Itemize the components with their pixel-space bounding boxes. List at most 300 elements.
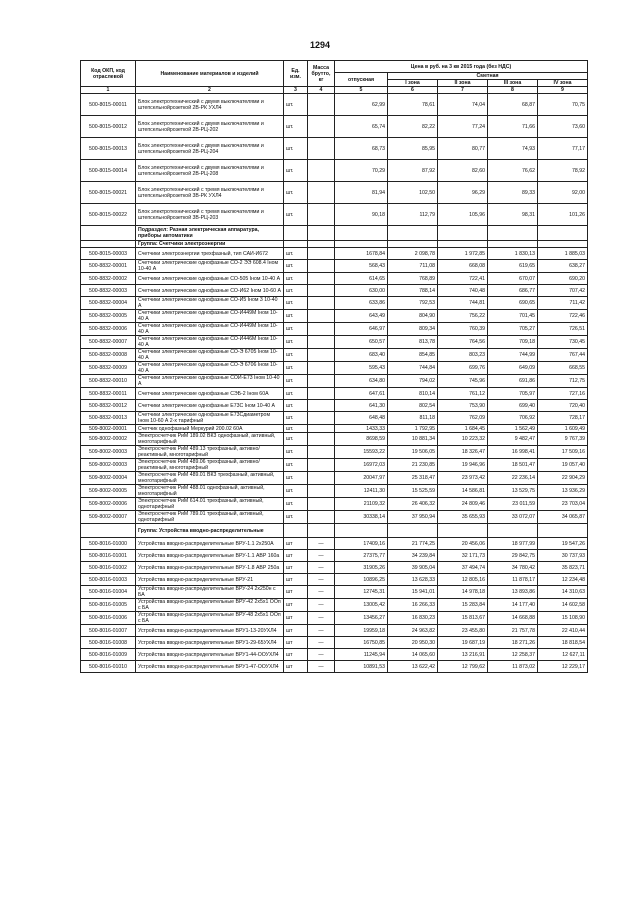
table-row: [81, 574, 588, 586]
item-unit: шт.: [284, 297, 308, 310]
item-name: Устройства вводно-распределительные ВРУ-1.1 АВР 160а: [136, 550, 284, 562]
item-mass: [308, 285, 335, 297]
price-zone-4: 23 703,04: [538, 498, 588, 511]
price-zone-4: 730,45: [538, 336, 588, 349]
item-name: Счетчики электрические однофазные СО-И446М Iном 10-40 А: [136, 336, 284, 349]
price-release: 12411,30: [335, 485, 388, 498]
table-row: [81, 138, 588, 160]
price-zone-3: 16 998,41: [488, 446, 538, 459]
item-mass: —: [308, 574, 335, 586]
price-zone-4: 1 609,49: [538, 425, 588, 433]
price-release: 70,29: [335, 160, 388, 182]
item-name: Счетчики электрические однофазные СО-И5 Iном 3 10-40 А: [136, 297, 284, 310]
price-release: 8698,59: [335, 433, 388, 446]
item-unit: шт.: [284, 511, 308, 524]
price-zone-1: 813,78: [388, 336, 438, 349]
price-zone-1: 24 963,82: [388, 625, 438, 637]
item-code: 500-8015-00013: [81, 138, 136, 160]
item-code: 500-8016-01002: [81, 562, 136, 574]
item-code: 500-8016-01010: [81, 661, 136, 673]
empty-cell: [488, 241, 538, 248]
price-zone-1: 16 266,33: [388, 599, 438, 612]
price-zone-2: 18 326,47: [438, 446, 488, 459]
item-name: Счетчики электрические однофазные СО-505 Iном 10-40 А: [136, 273, 284, 285]
item-code: 509-8002-00006: [81, 498, 136, 511]
header-zone-4: IV зона: [538, 80, 588, 87]
item-name: Счетчики электрические однофазные СОИ-Е73 Iном 10-40 А: [136, 375, 284, 388]
price-release: 648,48: [335, 412, 388, 425]
item-unit: шт.: [284, 498, 308, 511]
col-number: 6: [388, 87, 438, 94]
item-mass: [308, 511, 335, 524]
item-mass: [308, 485, 335, 498]
price-zone-1: 1 792,95: [388, 425, 438, 433]
item-name: Электросчетчик РиМ 789.01 трехфазный, активный, однотарифный: [136, 511, 284, 524]
table-row: [81, 400, 588, 412]
price-zone-3: 686,77: [488, 285, 538, 297]
empty-cell: [538, 241, 588, 248]
item-mass: [308, 433, 335, 446]
item-mass: [308, 425, 335, 433]
price-zone-4: 12 234,48: [538, 574, 588, 586]
item-code: 500-8015-00021: [81, 182, 136, 204]
item-mass: [308, 336, 335, 349]
price-zone-1: 13 628,33: [388, 574, 438, 586]
item-code: 500-8016-01001: [81, 550, 136, 562]
item-unit: шт.: [284, 375, 308, 388]
item-code: 500-8016-01003: [81, 574, 136, 586]
price-release: 1433,33: [335, 425, 388, 433]
price-zone-2: 12 805,16: [438, 574, 488, 586]
item-unit: шт.: [284, 248, 308, 260]
item-code: 500-8832-00012: [81, 400, 136, 412]
header-name: Наименование материалов и изделий: [136, 61, 284, 87]
item-unit: шт: [284, 562, 308, 574]
price-zone-4: 22 904,29: [538, 472, 588, 485]
price-release: 614,65: [335, 273, 388, 285]
item-mass: [308, 116, 335, 138]
table-row: [81, 116, 588, 138]
item-mass: —: [308, 649, 335, 661]
price-zone-2: 74,04: [438, 94, 488, 116]
price-release: 90,18: [335, 204, 388, 226]
price-zone-2: 12 799,62: [438, 661, 488, 673]
item-unit: шт.: [284, 94, 308, 116]
item-name: Блок электротехнический с тремя выключателями и штепсельнойрозеткой 3В-РЦ-203: [136, 204, 284, 226]
price-zone-2: 77,24: [438, 116, 488, 138]
price-zone-4: 9 767,39: [538, 433, 588, 446]
item-name: Устройства вводно-распределительные ВРУ1-47-ООУХЛ4: [136, 661, 284, 673]
price-zone-1: 87,92: [388, 160, 438, 182]
header-release: отпускная: [335, 73, 388, 87]
item-mass: —: [308, 538, 335, 550]
item-mass: [308, 349, 335, 362]
col-number: 4: [308, 87, 335, 94]
item-name: Устройства вводно-распределительные ВРУ-1.1 2х250А: [136, 538, 284, 550]
price-zone-3: 9 482,47: [488, 433, 538, 446]
price-zone-1: 21 774,25: [388, 538, 438, 550]
price-zone-1: 82,22: [388, 116, 438, 138]
item-mass: [308, 498, 335, 511]
item-name: Блок электротехнический с двумя выключателями и штепсельнойрозеткой 2В-РК УХЛ4: [136, 94, 284, 116]
price-zone-2: 20 456,06: [438, 538, 488, 550]
item-unit: шт.: [284, 160, 308, 182]
item-mass: —: [308, 661, 335, 673]
price-zone-4: 101,26: [538, 204, 588, 226]
empty-cell: [388, 524, 438, 538]
item-unit: шт.: [284, 323, 308, 336]
item-name: Электросчетчик РиМ 489.01 ВК3 трехфазный, активный, многотарифный: [136, 472, 284, 485]
price-release: 595,43: [335, 362, 388, 375]
empty-cell: [438, 241, 488, 248]
price-release: 15593,22: [335, 446, 388, 459]
item-unit: шт: [284, 550, 308, 562]
price-release: 647,61: [335, 388, 388, 400]
price-zone-4: 92,00: [538, 182, 588, 204]
price-zone-4: 35 823,71: [538, 562, 588, 574]
item-name: Устройства вводно-распределительные ВРУ-1.8 АВР 250а: [136, 562, 284, 574]
price-zone-1: 112,79: [388, 204, 438, 226]
price-zone-1: 788,14: [388, 285, 438, 297]
empty-cell: [335, 524, 388, 538]
price-zone-2: 10 223,32: [438, 433, 488, 446]
item-unit: шт.: [284, 182, 308, 204]
price-zone-4: 18 818,54: [538, 637, 588, 649]
item-name: Электросчетчик РиМ 614.01 трехфазный, активный, однотарифный: [136, 498, 284, 511]
empty-cell: [335, 241, 388, 248]
price-zone-3: 11 878,17: [488, 574, 538, 586]
price-zone-3: 744,99: [488, 349, 538, 362]
col-number: 2: [136, 87, 284, 94]
item-mass: [308, 472, 335, 485]
price-zone-3: 690,65: [488, 297, 538, 310]
price-zone-1: 809,34: [388, 323, 438, 336]
table-row: [81, 248, 588, 260]
price-zone-2: 37 494,74: [438, 562, 488, 574]
price-zone-3: 71,66: [488, 116, 538, 138]
price-zone-1: 10 881,34: [388, 433, 438, 446]
price-zone-3: 701,45: [488, 310, 538, 323]
price-release: 568,43: [335, 260, 388, 273]
price-zone-3: 619,65: [488, 260, 538, 273]
price-zone-1: 85,95: [388, 138, 438, 160]
item-code: 500-8016-01007: [81, 625, 136, 637]
price-zone-2: 668,08: [438, 260, 488, 273]
item-name: Счетчики электроэнергии трехфазный, тип САИ-И672: [136, 248, 284, 260]
empty-cell: [388, 241, 438, 248]
table-row: [81, 446, 588, 459]
table-row: [81, 297, 588, 310]
item-unit: шт: [284, 612, 308, 625]
empty-cell: [488, 226, 538, 241]
price-release: 650,57: [335, 336, 388, 349]
price-zone-3: 33 072,07: [488, 511, 538, 524]
price-table: [80, 60, 588, 673]
price-zone-2: 23 973,42: [438, 472, 488, 485]
group-row: [81, 524, 588, 538]
empty-cell: [335, 226, 388, 241]
price-zone-2: 803,23: [438, 349, 488, 362]
price-zone-3: 14 668,88: [488, 612, 538, 625]
price-zone-3: 1 562,49: [488, 425, 538, 433]
item-code: 509-8002-00007: [81, 511, 136, 524]
price-zone-4: 707,42: [538, 285, 588, 297]
group-row: [81, 241, 588, 248]
table-row: [81, 637, 588, 649]
table-row: [81, 459, 588, 472]
item-code: 500-8832-00008: [81, 349, 136, 362]
price-zone-1: 792,53: [388, 297, 438, 310]
price-zone-3: 709,18: [488, 336, 538, 349]
header-zone-1: I зона: [388, 80, 438, 87]
price-zone-4: 12 229,17: [538, 661, 588, 673]
price-release: 30338,14: [335, 511, 388, 524]
empty-cell: [308, 241, 335, 248]
price-zone-3: 706,92: [488, 412, 538, 425]
item-name: Счетчики электрические однофазные СЭБ-2 Iном 60А: [136, 388, 284, 400]
item-unit: шт: [284, 538, 308, 550]
item-unit: шт.: [284, 433, 308, 446]
price-zone-4: 720,40: [538, 400, 588, 412]
item-mass: —: [308, 550, 335, 562]
price-release: 634,80: [335, 375, 388, 388]
price-zone-1: 810,14: [388, 388, 438, 400]
price-zone-1: 39 905,04: [388, 562, 438, 574]
empty-cell: [284, 241, 308, 248]
item-code: 500-8832-00010: [81, 375, 136, 388]
item-name: Устройства вводно-распределительные ВРУ1-29-65УХЛ4: [136, 637, 284, 649]
item-mass: [308, 412, 335, 425]
item-name: Устройства вводно-распределительные ВРУ1-13-20УХЛ4: [136, 625, 284, 637]
item-mass: —: [308, 586, 335, 599]
table-row: [81, 349, 588, 362]
item-mass: [308, 138, 335, 160]
price-zone-2: 753,90: [438, 400, 488, 412]
col-number: 1: [81, 87, 136, 94]
price-zone-1: 794,02: [388, 375, 438, 388]
item-unit: шт.: [284, 485, 308, 498]
empty-cell: [81, 226, 136, 241]
item-mass: [308, 400, 335, 412]
item-code: 500-8832-00009: [81, 362, 136, 375]
price-release: 31905,26: [335, 562, 388, 574]
item-name: Электросчетчик РиМ 489.06 трехфазный, активно/реактивный, многотарифный: [136, 459, 284, 472]
item-code: 500-8016-01008: [81, 637, 136, 649]
price-zone-1: 34 239,84: [388, 550, 438, 562]
item-name: Счетчики электрические однофазные Е73Сдиаметром Iном 10-60 А 2-х тарифный: [136, 412, 284, 425]
item-code: 500-8832-00003: [81, 285, 136, 297]
price-zone-4: 73,60: [538, 116, 588, 138]
price-zone-1: 19 506,05: [388, 446, 438, 459]
item-unit: шт.: [284, 472, 308, 485]
price-zone-3: 13 893,86: [488, 586, 538, 599]
table-row: [81, 472, 588, 485]
table-row: [81, 562, 588, 574]
item-unit: шт.: [284, 116, 308, 138]
table-row: [81, 273, 588, 285]
header-code: Код ОКП, код отраслевой: [81, 61, 136, 87]
header-zone-2: II зона: [438, 80, 488, 87]
price-release: 683,40: [335, 349, 388, 362]
item-code: 500-8015-00003: [81, 248, 136, 260]
item-unit: шт: [284, 637, 308, 649]
price-release: 17409,16: [335, 538, 388, 550]
price-zone-1: 20 950,30: [388, 637, 438, 649]
section-title: Подраздел: Разная электрическая аппаратура, приборы автоматики: [136, 226, 284, 241]
price-zone-2: 756,22: [438, 310, 488, 323]
price-release: 21109,32: [335, 498, 388, 511]
price-zone-4: 14 602,58: [538, 599, 588, 612]
price-zone-2: 13 216,91: [438, 649, 488, 661]
price-zone-3: 23 011,59: [488, 498, 538, 511]
price-zone-2: 35 655,93: [438, 511, 488, 524]
price-zone-2: 15 283,84: [438, 599, 488, 612]
price-zone-1: 744,84: [388, 362, 438, 375]
price-release: 13456,27: [335, 612, 388, 625]
item-name: Счетчики электрические однофазные Е73С Iном 10-40 А: [136, 400, 284, 412]
item-code: 509-8002-00001: [81, 425, 136, 433]
item-name: Устройства вводно-распределительные ВРУ1-44-ООУХЛ4: [136, 649, 284, 661]
price-zone-4: 711,42: [538, 297, 588, 310]
table-row: [81, 586, 588, 599]
item-unit: шт.: [284, 362, 308, 375]
item-name: Счетчики электрические однофазные СО-Э 6705 Iном 10-40 А: [136, 349, 284, 362]
price-zone-4: 14 310,63: [538, 586, 588, 599]
table-row: [81, 260, 588, 273]
price-release: 630,00: [335, 285, 388, 297]
price-zone-2: 761,12: [438, 388, 488, 400]
item-code: 500-8832-00002: [81, 273, 136, 285]
price-zone-1: 854,85: [388, 349, 438, 362]
item-mass: [308, 248, 335, 260]
table-row: [81, 182, 588, 204]
item-mass: [308, 260, 335, 273]
table-row: [81, 649, 588, 661]
price-release: 81,94: [335, 182, 388, 204]
col-number: 8: [488, 87, 538, 94]
price-zone-4: 638,27: [538, 260, 588, 273]
table-row: [81, 433, 588, 446]
item-name: Устройства вводно-распределительные ВРУ-21: [136, 574, 284, 586]
item-name: Счетчики электрические однофазные СО-И449М Iном 10-40 А: [136, 323, 284, 336]
empty-cell: [308, 524, 335, 538]
item-mass: [308, 94, 335, 116]
item-code: 500-8015-00022: [81, 204, 136, 226]
table-row: [81, 94, 588, 116]
price-zone-1: 21 230,85: [388, 459, 438, 472]
price-zone-3: 76,62: [488, 160, 538, 182]
item-unit: шт.: [284, 138, 308, 160]
header-zone-3: III зона: [488, 80, 538, 87]
header-mass: Масса брутто, кг: [308, 61, 335, 87]
item-mass: [308, 182, 335, 204]
price-release: 1678,84: [335, 248, 388, 260]
item-name: Счетчики электрические однофазные СО-Э 6706 Iном 10-40 А: [136, 362, 284, 375]
price-zone-1: 711,08: [388, 260, 438, 273]
price-release: 20047,97: [335, 472, 388, 485]
price-release: 19959,18: [335, 625, 388, 637]
item-unit: шт.: [284, 310, 308, 323]
item-unit: шт.: [284, 459, 308, 472]
price-zone-3: 670,07: [488, 273, 538, 285]
price-zone-3: 18 501,47: [488, 459, 538, 472]
table-row: [81, 412, 588, 425]
empty-cell: [438, 226, 488, 241]
item-mass: [308, 160, 335, 182]
item-mass: [308, 375, 335, 388]
price-zone-4: 13 936,29: [538, 485, 588, 498]
table-row: [81, 511, 588, 524]
price-zone-4: 22 410,44: [538, 625, 588, 637]
item-unit: шт.: [284, 204, 308, 226]
price-zone-2: 96,29: [438, 182, 488, 204]
price-zone-1: 78,61: [388, 94, 438, 116]
item-unit: шт: [284, 661, 308, 673]
item-name: Счетчик однофазный Меркурий 200.02 60А: [136, 425, 284, 433]
item-unit: шт.: [284, 388, 308, 400]
price-zone-2: 760,39: [438, 323, 488, 336]
price-zone-2: 740,48: [438, 285, 488, 297]
price-release: 13005,42: [335, 599, 388, 612]
group-title: Группа: Устройства вводно-распределительные: [136, 524, 284, 538]
price-zone-1: 15 525,59: [388, 485, 438, 498]
price-zone-3: 699,40: [488, 400, 538, 412]
price-release: 12745,31: [335, 586, 388, 599]
item-code: 500-8016-01005: [81, 599, 136, 612]
item-mass: [308, 310, 335, 323]
price-zone-2: 1 684,45: [438, 425, 488, 433]
price-release: 16972,03: [335, 459, 388, 472]
item-unit: шт.: [284, 349, 308, 362]
price-zone-1: 37 950,94: [388, 511, 438, 524]
item-code: 500-8832-00004: [81, 297, 136, 310]
price-zone-3: 13 529,75: [488, 485, 538, 498]
price-zone-4: 19 547,26: [538, 538, 588, 550]
item-code: 509-8002-00003: [81, 446, 136, 459]
item-name: Счетчики электрические однофазные СО-И62 Iном 10-60 А: [136, 285, 284, 297]
item-unit: шт.: [284, 412, 308, 425]
item-unit: шт: [284, 586, 308, 599]
col-number: 9: [538, 87, 588, 94]
item-name: Устройства вводно-распределительные ВРУ-24 2х250н с БА: [136, 586, 284, 599]
price-zone-2: 82,60: [438, 160, 488, 182]
item-unit: шт.: [284, 273, 308, 285]
group-title: Группа: Счетчики электроэнергии: [136, 241, 284, 248]
price-zone-2: 24 809,46: [438, 498, 488, 511]
item-name: Блок электротехнический с двумя выключателями и штепсельнойрозеткой 2В-РЦ-208: [136, 160, 284, 182]
item-unit: шт.: [284, 260, 308, 273]
price-zone-2: 23 455,80: [438, 625, 488, 637]
price-zone-4: 78,92: [538, 160, 588, 182]
price-zone-3: 34 780,42: [488, 562, 538, 574]
item-code: 500-8015-00014: [81, 160, 136, 182]
price-zone-2: 762,09: [438, 412, 488, 425]
item-code: 500-8832-00006: [81, 323, 136, 336]
table-body: [81, 94, 588, 673]
price-zone-3: 21 757,78: [488, 625, 538, 637]
price-release: 643,49: [335, 310, 388, 323]
price-zone-3: 1 830,13: [488, 248, 538, 260]
price-zone-3: 705,97: [488, 388, 538, 400]
item-mass: —: [308, 599, 335, 612]
empty-cell: [438, 524, 488, 538]
price-zone-4: 34 065,87: [538, 511, 588, 524]
item-name: Устройства вводно-распределительные ВРУ-42 2х5х1 ООп с БА: [136, 599, 284, 612]
item-name: Электросчетчик РиМ 488.01 однофазный, активный, многотарифный: [136, 485, 284, 498]
price-zone-3: 74,93: [488, 138, 538, 160]
price-zone-4: 77,17: [538, 138, 588, 160]
item-code: 509-8002-00003: [81, 459, 136, 472]
